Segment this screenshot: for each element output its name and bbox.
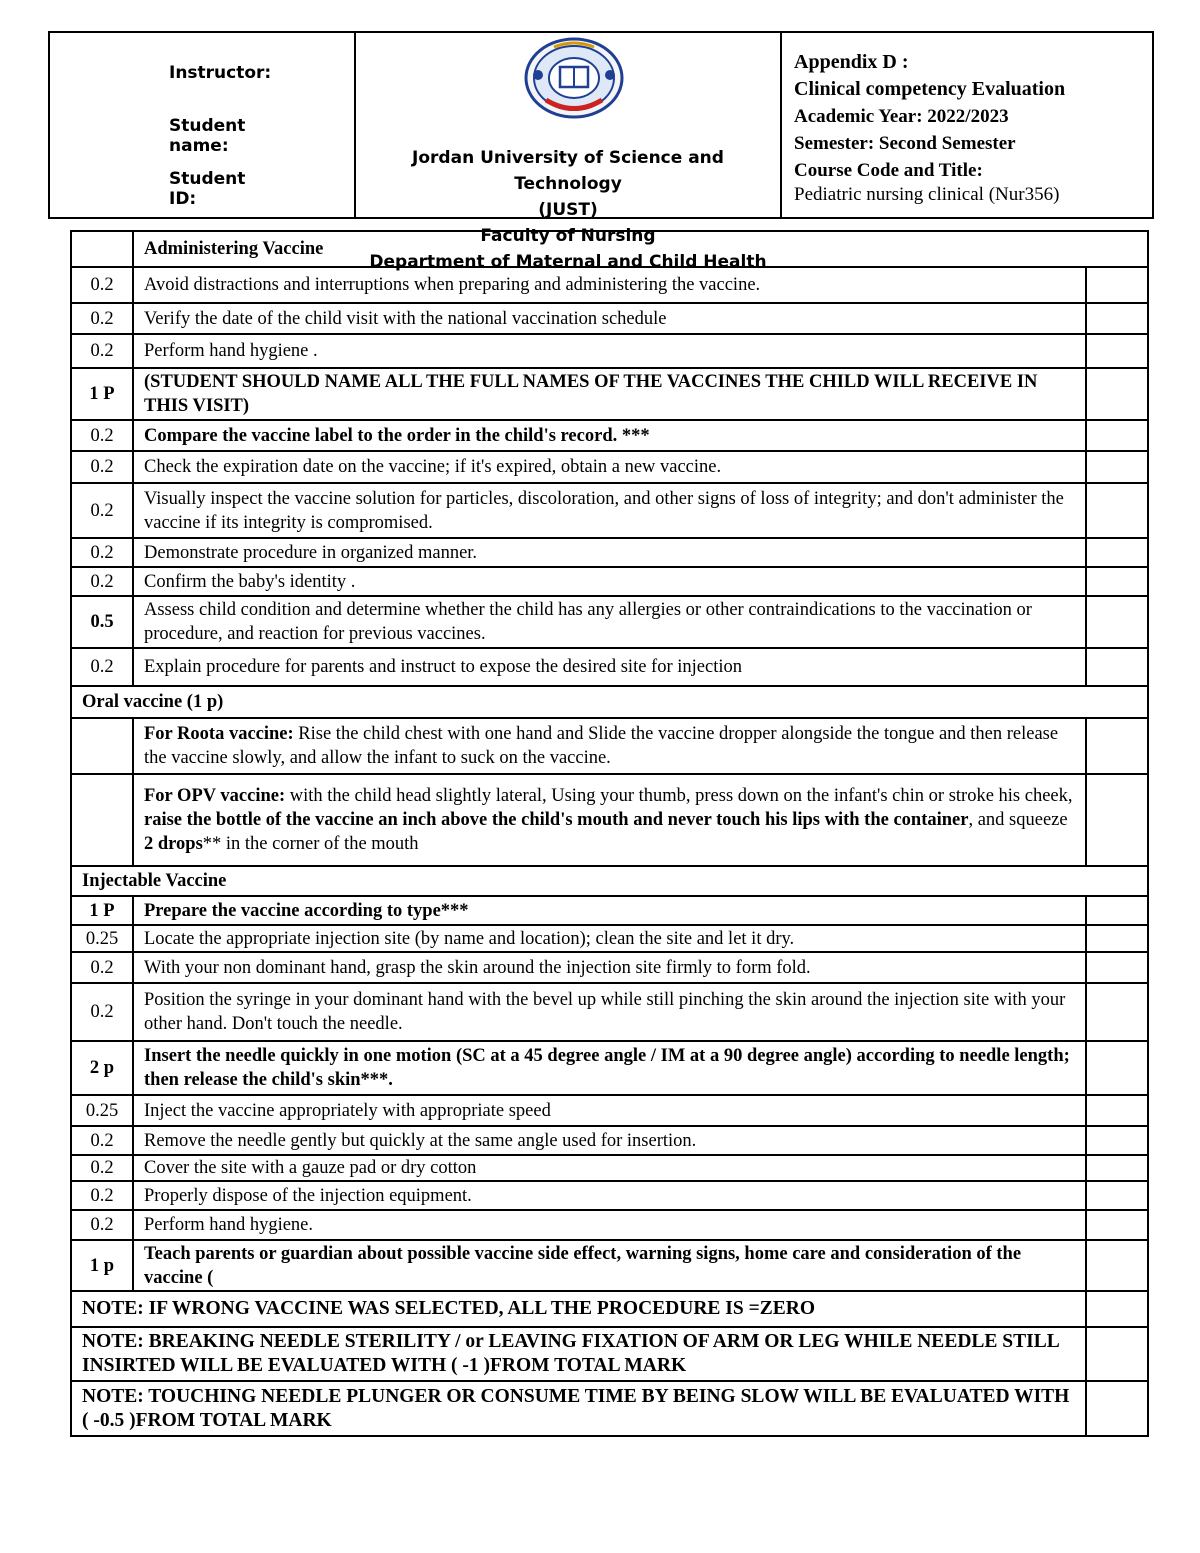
score-cell: 0.2 bbox=[71, 538, 133, 567]
checklist-row bbox=[71, 368, 1148, 420]
academic-year: Academic Year: 2022/2023 bbox=[794, 106, 1009, 127]
mark-box[interactable] bbox=[1086, 368, 1148, 420]
checklist-row bbox=[71, 303, 1148, 334]
step-text: Demonstrate procedure in organized manner. bbox=[133, 538, 1086, 567]
mark-box[interactable] bbox=[1086, 451, 1148, 483]
text-span: raise the bottle of the vaccine an inch above the child's mouth and never touch his lips with the container bbox=[144, 810, 969, 830]
subsection-heading-row bbox=[71, 686, 1148, 718]
empty-cell bbox=[71, 231, 133, 267]
student-info-cell bbox=[49, 32, 355, 218]
subsection-heading-row bbox=[71, 866, 1148, 896]
text-span: , and squeeze bbox=[968, 810, 1068, 830]
score-cell bbox=[71, 774, 133, 866]
opv-vaccine-row bbox=[71, 774, 1148, 866]
score-cell: 0.2 bbox=[71, 983, 133, 1041]
step-text: Verify the date of the child visit with the national vaccination schedule bbox=[133, 303, 1086, 334]
faculty-name: Faculty of Nursing bbox=[480, 226, 656, 246]
text-span: Rise the child chest with one hand and Slide the vaccine dropper alongside the tongue and then release the vaccine slowly, and allow the infant to suck on the vaccine. bbox=[144, 724, 1059, 768]
text-span: For OPV vaccine: bbox=[144, 786, 286, 806]
mark-box[interactable] bbox=[1086, 1210, 1148, 1240]
roota-vaccine-row bbox=[71, 718, 1148, 774]
checklist-row bbox=[71, 1181, 1148, 1210]
step-text bbox=[133, 718, 1086, 774]
department-name: Department of Maternal and Child Health bbox=[369, 252, 767, 272]
subsection-heading: Oral vaccine (1 p) bbox=[71, 686, 1148, 718]
student-name-label: Student name: bbox=[169, 116, 246, 156]
mark-box[interactable] bbox=[1086, 267, 1148, 303]
mark-box[interactable] bbox=[1086, 567, 1148, 596]
score-cell: 0.25 bbox=[71, 1095, 133, 1126]
step-text: Insert the needle quickly in one motion (SC at a 45 degree angle / IM at a 90 degree angle) according to needle length; then release the child's skin***. bbox=[133, 1041, 1086, 1095]
student-id-label: Student ID: bbox=[169, 169, 246, 209]
checklist-row bbox=[71, 483, 1148, 538]
mark-box[interactable] bbox=[1086, 1291, 1148, 1327]
mark-box[interactable] bbox=[1086, 1381, 1148, 1436]
score-cell: 2 p bbox=[71, 1041, 133, 1095]
step-text: Assess child condition and determine whether the child has any allergies or other contraindications to the vaccination or procedure, and reaction for previous vaccines. bbox=[133, 596, 1086, 648]
step-text: Confirm the baby's identity . bbox=[133, 567, 1086, 596]
score-cell: 0.2 bbox=[71, 420, 133, 451]
step-text: Perform hand hygiene. bbox=[133, 1210, 1086, 1240]
checklist-row bbox=[71, 1126, 1148, 1155]
step-text: Visually inspect the vaccine solution for particles, discoloration, and other signs of loss of integrity; and don't administer the vaccine if its integrity is compromised. bbox=[133, 483, 1086, 538]
mark-box[interactable] bbox=[1086, 334, 1148, 368]
course-info-cell bbox=[781, 32, 1153, 218]
checklist-row bbox=[71, 1210, 1148, 1240]
score-cell: 0.2 bbox=[71, 1210, 133, 1240]
mark-box[interactable] bbox=[1086, 1126, 1148, 1155]
score-cell: 0.25 bbox=[71, 925, 133, 952]
score-cell: 0.2 bbox=[71, 267, 133, 303]
mark-box[interactable] bbox=[1086, 420, 1148, 451]
mark-box[interactable] bbox=[1086, 718, 1148, 774]
score-cell: 0.2 bbox=[71, 1181, 133, 1210]
score-cell: 1 p bbox=[71, 1240, 133, 1291]
step-text: Teach parents or guardian about possible vaccine side effect, warning signs, home care and consideration of the vaccine ( bbox=[133, 1240, 1086, 1291]
checklist-row bbox=[71, 1095, 1148, 1126]
checklist-row bbox=[71, 567, 1148, 596]
mark-box[interactable] bbox=[1086, 774, 1148, 866]
checklist-row bbox=[71, 925, 1148, 952]
university-name: Jordan University of Science and Technology bbox=[412, 148, 724, 194]
step-text: Properly dispose of the injection equipment. bbox=[133, 1181, 1086, 1210]
checklist-row bbox=[71, 896, 1148, 925]
step-text: Inject the vaccine appropriately with appropriate speed bbox=[133, 1095, 1086, 1126]
text-span: with the child head slightly lateral, Using your thumb, press down on the infant's chin or stroke his cheek, bbox=[285, 786, 1073, 806]
score-cell bbox=[71, 718, 133, 774]
university-logo bbox=[524, 37, 624, 119]
score-cell: 0.5 bbox=[71, 596, 133, 648]
mark-box[interactable] bbox=[1086, 925, 1148, 952]
checklist-row bbox=[71, 952, 1148, 983]
text-span: ** in the corner of the mouth bbox=[202, 834, 419, 854]
note-row bbox=[71, 1291, 1148, 1327]
step-text: Position the syringe in your dominant hand with the bevel up while still pinching the skin around the injection site with your other hand. Don't touch the needle. bbox=[133, 983, 1086, 1041]
mark-box[interactable] bbox=[1086, 1155, 1148, 1181]
step-text: (STUDENT SHOULD NAME ALL THE FULL NAMES OF THE VACCINES THE CHILD WILL RECEIVE IN THIS VISIT) bbox=[133, 368, 1086, 420]
checklist-row bbox=[71, 420, 1148, 451]
text-span: For Roota vaccine: bbox=[144, 724, 294, 744]
checklist-table bbox=[70, 230, 1149, 1437]
step-text: Explain procedure for parents and instruct to expose the desired site for injection bbox=[133, 648, 1086, 686]
mark-box[interactable] bbox=[1086, 648, 1148, 686]
score-cell: 0.2 bbox=[71, 1126, 133, 1155]
checklist-row bbox=[71, 538, 1148, 567]
score-cell: 0.2 bbox=[71, 567, 133, 596]
step-text bbox=[133, 774, 1086, 866]
subsection-heading: Injectable Vaccine bbox=[71, 866, 1148, 896]
step-text: Avoid distractions and interruptions when preparing and administering the vaccine. bbox=[133, 267, 1086, 303]
mark-box[interactable] bbox=[1086, 1240, 1148, 1291]
section-title-row bbox=[71, 231, 1148, 267]
note-row bbox=[71, 1381, 1148, 1436]
checklist-row bbox=[71, 648, 1148, 686]
appendix-label: Appendix D : bbox=[794, 51, 909, 73]
note-text: NOTE: BREAKING NEEDLE STERILITY / or LEAVING FIXATION OF ARM OR LEG WHILE NEEDLE STILL INSIRTED WILL BE EVALUATED WITH ( -1 )FROM TOTAL MARK bbox=[71, 1327, 1086, 1381]
checklist-row bbox=[71, 1155, 1148, 1181]
step-text: Perform hand hygiene . bbox=[133, 334, 1086, 368]
score-cell: 0.2 bbox=[71, 648, 133, 686]
score-cell: 0.2 bbox=[71, 483, 133, 538]
mark-box[interactable] bbox=[1086, 303, 1148, 334]
text-span: 2 drops bbox=[144, 834, 203, 854]
semester: Semester: Second Semester bbox=[794, 133, 1016, 154]
checklist-row bbox=[71, 596, 1148, 648]
mark-box[interactable] bbox=[1086, 952, 1148, 983]
section-title: Administering Vaccine bbox=[133, 231, 1148, 267]
step-text: Compare the vaccine label to the order in the child's record. *** bbox=[133, 420, 1086, 451]
mark-box[interactable] bbox=[1086, 983, 1148, 1041]
evaluation-title: Clinical competency Evaluation bbox=[794, 78, 1066, 100]
checklist-row bbox=[71, 1240, 1148, 1291]
mark-box[interactable] bbox=[1086, 1181, 1148, 1210]
university-abbreviation: (JUST) bbox=[538, 200, 598, 220]
score-cell: 0.2 bbox=[71, 1155, 133, 1181]
mark-box[interactable] bbox=[1086, 1041, 1148, 1095]
instructor-label: Instructor: bbox=[169, 63, 272, 83]
score-cell: 0.2 bbox=[71, 451, 133, 483]
score-cell: 1 P bbox=[71, 368, 133, 420]
note-text: NOTE: IF WRONG VACCINE WAS SELECTED, ALL THE PROCEDURE IS =ZERO bbox=[71, 1291, 1086, 1327]
course-value: Pediatric nursing clinical (Nur356) bbox=[794, 184, 1060, 205]
score-cell: 1 P bbox=[71, 896, 133, 925]
step-text: Locate the appropriate injection site (by name and location); clean the site and let it dry. bbox=[133, 925, 1086, 952]
score-cell: 0.2 bbox=[71, 303, 133, 334]
mark-box[interactable] bbox=[1086, 538, 1148, 567]
mark-box[interactable] bbox=[1086, 483, 1148, 538]
course-label: Course Code and Title: bbox=[794, 160, 983, 181]
checklist-row bbox=[71, 1041, 1148, 1095]
mark-box[interactable] bbox=[1086, 1095, 1148, 1126]
score-cell: 0.2 bbox=[71, 952, 133, 983]
mark-box[interactable] bbox=[1086, 596, 1148, 648]
checklist-row bbox=[71, 983, 1148, 1041]
step-text: Prepare the vaccine according to type*** bbox=[133, 896, 1086, 925]
checklist-row bbox=[71, 267, 1148, 303]
checklist-row bbox=[71, 451, 1148, 483]
score-cell: 0.2 bbox=[71, 334, 133, 368]
checklist-row bbox=[71, 334, 1148, 368]
university-cell bbox=[355, 32, 781, 272]
step-text: Check the expiration date on the vaccine; if it's expired, obtain a new vaccine. bbox=[133, 451, 1086, 483]
note-text: NOTE: TOUCHING NEEDLE PLUNGER OR CONSUME TIME BY BEING SLOW WILL BE EVALUATED WITH ( -0.5 )FROM TOTAL MARK bbox=[71, 1381, 1086, 1436]
step-text: With your non dominant hand, grasp the skin around the injection site firmly to form fold. bbox=[133, 952, 1086, 983]
step-text: Remove the needle gently but quickly at the same angle used for insertion. bbox=[133, 1126, 1086, 1155]
step-text: Cover the site with a gauze pad or dry cotton bbox=[133, 1155, 1086, 1181]
note-row bbox=[71, 1327, 1148, 1381]
mark-box[interactable] bbox=[1086, 896, 1148, 925]
mark-box[interactable] bbox=[1086, 1327, 1148, 1381]
